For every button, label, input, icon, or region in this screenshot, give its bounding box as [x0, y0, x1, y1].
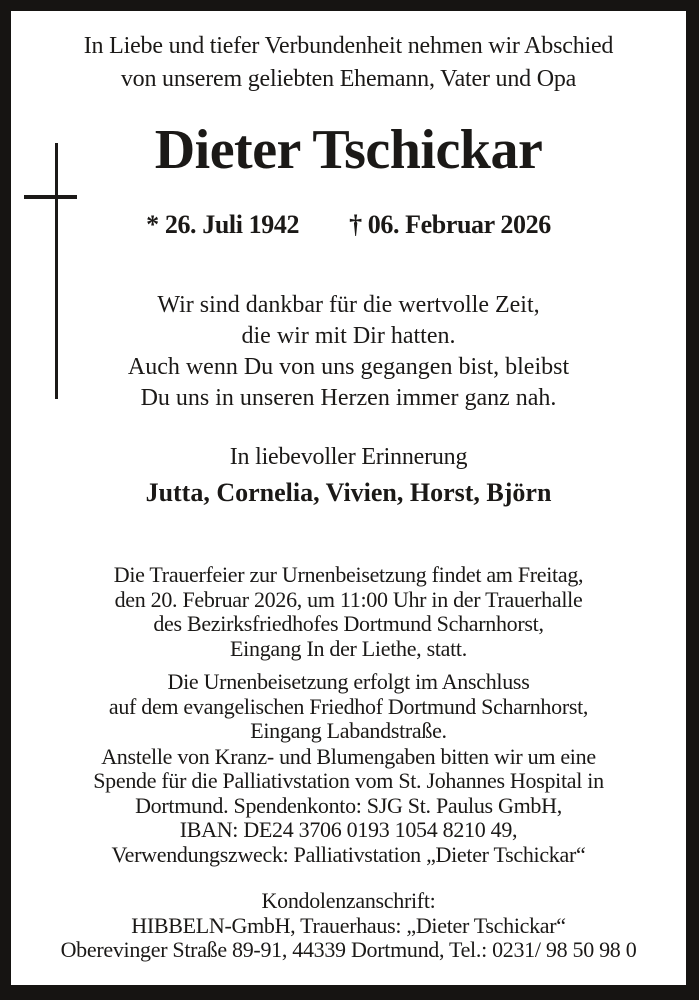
condolence-address	[11, 889, 686, 963]
intro-line: In Liebe und tiefer Verbundenheit nehmen wir Abschied	[83, 33, 614, 59]
condolence-heading: Kondolenzanschrift:	[261, 888, 436, 913]
intro-line: von unserem geliebten Ehemann, Vater und Opa	[120, 66, 577, 92]
burial-line: Eingang Labandstraße.	[250, 718, 447, 743]
cross-horizontal-bar	[24, 195, 77, 199]
donation-line: Anstelle von Kranz- und Blumengaben bitten wir um eine	[101, 743, 596, 769]
birth-date: * 26. Juli 1942	[146, 210, 300, 239]
burial-details	[11, 670, 686, 744]
tribute-line: die wir mit Dir hatten.	[241, 323, 456, 349]
family-names: Jutta, Cornelia, Vivien, Horst, Björn	[145, 478, 552, 507]
notice-sheet	[11, 11, 686, 985]
donation-line: Spende für die Palliativstation vom St. Johannes Hospital in	[93, 768, 604, 793]
funeral-details	[11, 563, 686, 661]
burial-line: Die Urnenbeisetzung erfolgt im Anschluss	[167, 669, 530, 694]
donation-line: Dortmund. Spendenkonto: SJG St. Paulus GmbH,	[135, 792, 562, 818]
funeral-line: des Bezirksfriedhofes Dortmund Scharnhorst,	[153, 611, 544, 636]
tribute-line: Du uns in unseren Herzen immer ganz nah.	[140, 385, 557, 411]
cross-icon	[24, 143, 77, 399]
tribute-line: Auch wenn Du von uns gegangen bist, bleibst	[127, 354, 570, 380]
donation-line: IBAN: DE24 3706 0193 1054 8210 49,	[179, 817, 518, 842]
donation-line: Verwendungszweck: Palliativstation „Dieter Tschickar“	[111, 841, 586, 867]
funeral-line: Die Trauerfeier zur Urnenbeisetzung findet am Freitag,	[113, 562, 584, 587]
funeral-line: Eingang In der Liethe, statt.	[230, 635, 467, 661]
donation-details	[11, 745, 686, 868]
cross-vertical-bar	[55, 143, 58, 399]
intro-text	[11, 30, 686, 96]
condolence-line: Oberevinger Straße 89-91, 44339 Dortmund, Tel.: 0231/ 98 50 98 0	[60, 937, 637, 962]
remembrance-line: In liebevoller Erinnerung	[229, 444, 468, 470]
burial-line: auf dem evangelischen Friedhof Dortmund Scharnhorst,	[108, 693, 589, 719]
tribute-verse	[11, 290, 686, 414]
death-date: † 06. Februar 2026	[349, 210, 551, 239]
life-dates	[11, 209, 686, 241]
deceased-name: Dieter Tschickar	[154, 119, 543, 181]
condolence-line: HIBBELN-GmbH, Trauerhaus: „Dieter Tschickar“	[131, 912, 566, 938]
funeral-line: den 20. Februar 2026, um 11:00 Uhr in der Trauerhalle	[114, 586, 583, 612]
tribute-line: Wir sind dankbar für die wertvolle Zeit,	[157, 292, 540, 318]
